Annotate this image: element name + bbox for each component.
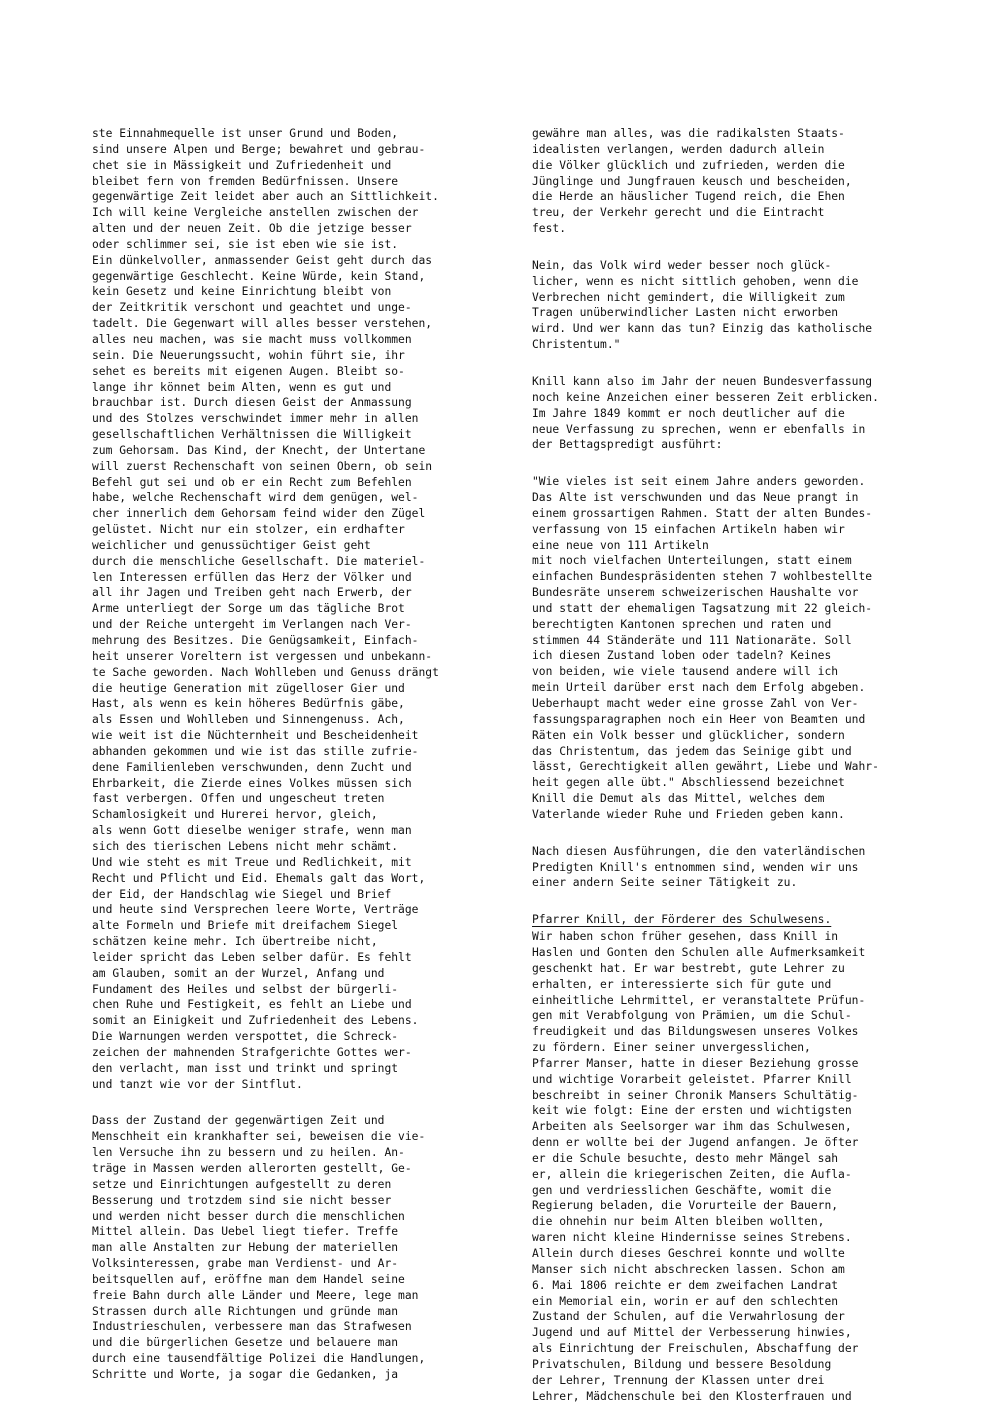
text-line: und die bürgerlichen Gesetze und belauere man xyxy=(92,1336,399,1350)
text-line: Verbrechen nicht gemindert, die Willigkeit zum xyxy=(532,290,845,304)
text-line: berechtigten Kantonen sprechen und raten und xyxy=(532,617,832,631)
text-line: einem grossartigen Rahmen. Statt der alten Bundes- xyxy=(532,506,873,520)
text-line: Predigten Knill's entnommen sind, wenden wir uns xyxy=(532,860,859,874)
text-line: Manser sich nicht abschrecken lassen. Schon am xyxy=(532,1262,845,1276)
text-line: licher, wenn es nicht sittlich gehoben, wenn die xyxy=(532,274,859,288)
text-line: Lehrer, Mädchenschule bei den Klosterfrauen und xyxy=(532,1389,852,1403)
text-line: Das Alte ist verschwunden und das Neue prangt in xyxy=(532,491,859,505)
paragraph xyxy=(532,374,922,453)
text-line: mehrung des Besitzes. Die Genügsamkeit, Einfach- xyxy=(92,634,419,647)
text-line: das Christentum, das jedem das Seinige gibt und xyxy=(532,744,852,758)
text-line: alten und der neuen Zeit. Ob die jetzige besser xyxy=(92,222,412,236)
text-line: als Einrichtung der Freischulen, Abschaffung der xyxy=(532,1342,859,1356)
text-line: durch eine tausendfältige Polizei die Handlungen, xyxy=(92,1352,426,1366)
text-line: freudigkeit und das Bildungswesen unseres Volkes xyxy=(532,1025,859,1039)
paragraph xyxy=(532,258,922,353)
text-line: wird. Und wer kann das tun? Einzig das katholische xyxy=(532,322,873,336)
text-line: als wenn Gott dieselbe weniger strafe, wenn man xyxy=(92,824,412,838)
paragraph xyxy=(532,844,922,892)
text-line: Fundament des Heiles und selbst der bürgerli- xyxy=(92,982,399,996)
text-line: Räten ein Volk besser und glücklicher, sondern xyxy=(532,728,845,742)
text-line: setze und Einrichtungen aufgestellt zu deren xyxy=(92,1177,392,1191)
text-line: mein Urteil darüber erst nach dem Erfolg abgeben. xyxy=(532,681,866,695)
paragraph xyxy=(532,474,922,823)
text-line: gesellschaftlichen Verhältnissen die Willigkeit xyxy=(92,428,412,442)
text-line: geschenkt hat. Er war bestrebt, gute Lehrer zu xyxy=(532,961,845,975)
text-line: den verlacht, man isst und trinkt und springt xyxy=(92,1061,399,1075)
paragraph xyxy=(532,126,922,237)
text-line: ich diesen Zustand loben oder tadeln? Keines xyxy=(532,649,832,663)
text-line: kein Gesetz und keine Einrichtung bleibt von xyxy=(92,285,392,299)
text-line: am Glauben, somit an der Wurzel, Anfang und xyxy=(92,966,385,980)
text-line: Knill kann also im Jahr der neuen Bundesverfassung xyxy=(532,374,873,388)
text-line: Tragen unüberwindlicher Lasten nicht erworben xyxy=(532,306,839,320)
text-line: Ueberhaupt macht weder eine grosse Zahl von Ver- xyxy=(532,697,859,710)
text-line: Jünglinge und Jungfrauen keusch und bescheiden, xyxy=(532,174,852,188)
text-line: Zustand der Schulen, auf die Verwahrlosung der xyxy=(532,1310,845,1324)
text-line: Arme unterliegt der Sorge um das tägliche Brot xyxy=(92,602,405,616)
text-line: neue Verfassung zu sprechen, wenn er ebenfalls in xyxy=(532,422,866,436)
text-line: Strassen durch alle Richtungen und gründe man xyxy=(92,1304,399,1318)
text-line: chet sie in Mässigkeit und Zufriedenheit und xyxy=(92,158,392,172)
text-line: len Interessen erfüllen das Herz der Völker und xyxy=(92,570,412,584)
text-line: fast verbergen. Offen und ungescheut treten xyxy=(92,792,385,806)
text-line: Privatschulen, Bildung und bessere Besoldung xyxy=(532,1357,832,1371)
text-line: freie Bahn durch alle Länder und Meere, lege man xyxy=(92,1288,419,1302)
text-line: len Versuche ihn zu bessern und zu heilen. An- xyxy=(92,1146,405,1160)
text-line: Mittel allein. Das Uebel liegt tiefer. Treffe xyxy=(92,1225,399,1239)
text-line: Haslen und Gonten den Schulen alle Aufmerksamkeit xyxy=(532,945,866,959)
text-line: gelüstet. Nicht nur ein stolzer, ein erdhafter xyxy=(92,523,405,537)
text-line: brauchbar ist. Durch diesen Geist der Anmassung xyxy=(92,396,412,410)
text-line: die Völker glücklich und zufrieden, werden die xyxy=(532,158,845,172)
text-line: will zuerst Rechenschaft von seinen Obern, ob sein xyxy=(92,459,433,473)
text-line: ste Einnahmequelle ist unser Grund und Boden, xyxy=(92,127,399,140)
text-line: erhalten, er interessierte sich für gute und xyxy=(532,977,832,991)
text-line: Hast, als wenn es kein höheres Bedürfnis gäbe, xyxy=(92,697,405,711)
text-line: mit noch vielfachen Unterteilungen, statt einem xyxy=(532,554,852,568)
text-line: der Lehrer, Trennung der Klassen unter drei xyxy=(532,1373,825,1387)
text-line: man alle Anstalten zur Hebung der materiellen xyxy=(92,1241,399,1255)
text-line: Nein, das Volk wird weder besser noch glück- xyxy=(532,258,832,272)
text-line: Arbeiten als Seelsorger war ihm das Schulwesen, xyxy=(532,1120,852,1134)
text-line: die ohnehin nur beim Alten bleiben wollten, xyxy=(532,1215,825,1229)
text-line: dene Familienleben verschwunden, denn Zucht und xyxy=(92,760,412,774)
text-line: alles neu machen, was sie macht muss vollkommen xyxy=(92,332,412,346)
text-line: gegenwärtige Geschlecht. Keine Würde, kein Stand, xyxy=(92,269,426,283)
text-line: wie weit ist die Nüchternheit und Bescheidenheit xyxy=(92,729,419,743)
text-line: heit gegen alle übt." Abschliessend bezeichnet xyxy=(532,776,845,790)
text-line: bleibet fern von fremden Bedürfnissen. Unsere xyxy=(92,174,399,188)
text-line: von beiden, wie viele tausend andere will ich xyxy=(532,665,839,679)
text-line: te Sache geworden. Nach Wohlleben und Genuss drängt xyxy=(92,665,439,679)
text-line: beitsquellen auf, eröffne man dem Handel seine xyxy=(92,1272,405,1286)
text-line: oder schlimmer sei, sie ist eben wie sie ist. xyxy=(92,237,399,251)
text-line: verfassung von 15 einfachen Artikeln haben wir xyxy=(532,522,845,536)
text-line: gegenwärtige Zeit leidet aber auch an Sittlichkeit. xyxy=(92,190,439,204)
text-line: einfachen Bundespräsidenten stehen 7 wohlbestellte xyxy=(532,570,873,584)
text-line: und werden nicht besser durch die menschlichen xyxy=(92,1209,405,1223)
text-line: treu, der Verkehr gerecht und die Eintracht xyxy=(532,206,825,220)
text-line: habe, welche Rechenschaft wird dem genügen, wel- xyxy=(92,491,419,505)
text-line: die Herde an häuslicher Tugend reich, die Ehen xyxy=(532,190,845,204)
text-line: Recht und Pflicht und Eid. Ehemals galt das Wort, xyxy=(92,871,426,885)
text-line: der Bettagspredigt ausführt: xyxy=(532,438,723,452)
text-line: Ein dünkelvoller, anmassender Geist geht durch das xyxy=(92,253,433,267)
text-line: Schamlosigkeit und Hurerei hervor, gleich, xyxy=(92,808,378,822)
text-line: Im Jahre 1849 kommt er noch deutlicher auf die xyxy=(532,406,845,420)
text-line: Und wie steht es mit Treue und Redlichkeit, mit xyxy=(92,855,412,869)
text-line: Wir haben schon früher gesehen, dass Knill in xyxy=(532,930,839,944)
text-line: der Eid, der Handschlag wie Siegel und Brief xyxy=(92,887,392,901)
text-line: Industrieschulen, verbessere man das Strafwesen xyxy=(92,1320,412,1334)
left-text-column xyxy=(92,126,504,1404)
text-line: der Zeitkritik verschont und geachtet und unge- xyxy=(92,301,412,315)
text-line: Allein durch dieses Geschrei konnte und wollte xyxy=(532,1247,845,1260)
text-line: Befehl gut sei und ob er ein Recht zum Befehlen xyxy=(92,475,412,489)
text-line: Knill die Demut als das Mittel, welches dem xyxy=(532,792,825,806)
text-line: zu fördern. Einer seiner unvergesslichen, xyxy=(532,1041,811,1055)
section-heading-text: Pfarrer Knill, der Förderer des Schulwesens. xyxy=(532,913,832,927)
text-line: gewähre man alles, was die radikalsten Staats- xyxy=(532,127,845,140)
text-line: 6. Mai 1806 reichte er dem zweifachen Landrat xyxy=(532,1278,839,1292)
section-heading xyxy=(532,912,922,928)
text-line: zeichen der mahnenden Strafgerichte Gottes wer- xyxy=(92,1045,412,1059)
text-line: eine neue von 111 Artikeln xyxy=(532,538,709,552)
text-line: alte Formeln und Briefe mit dreifachem Siegel xyxy=(92,919,399,933)
text-line: lange ihr könnet beim Alten, wenn es gut und xyxy=(92,380,392,394)
text-line: cher innerlich dem Gehorsam feind wider den Zügel xyxy=(92,507,426,521)
text-line: weichlicher und genussüchtiger Geist geht xyxy=(92,538,371,552)
text-line: zum Gehorsam. Das Kind, der Knecht, der Untertane xyxy=(92,443,426,457)
text-line: Ehrbarkeit, die Zierde eines Volkes müssen sich xyxy=(92,776,412,790)
text-line: Volksinteressen, grabe man Verdienst- und Ar- xyxy=(92,1257,399,1271)
text-line: Dass der Zustand der gegenwärtigen Zeit und xyxy=(92,1114,385,1128)
text-line: stimmen 44 Ständeräte und 111 Nationaräte. Soll xyxy=(532,633,852,647)
text-line: sich des tierischen Lebens nicht mehr schämt. xyxy=(92,839,399,853)
text-line: er die Schule besuchte, desto mehr Mängel sah xyxy=(532,1151,839,1165)
text-line: tadelt. Die Gegenwart will alles besser verstehen, xyxy=(92,317,433,331)
text-line: sehet es bereits mit eigenen Augen. Bleibt so- xyxy=(92,364,405,378)
text-line: fassungsparagraphen noch ein Heer von Beamten und xyxy=(532,712,866,726)
text-line: Nach diesen Ausführungen, die den vaterländischen xyxy=(532,844,866,858)
text-line: gen mit Verabfolgung von Prämien, um die Schul- xyxy=(532,1009,852,1023)
text-line: Besserung und trotzdem sind sie nicht besser xyxy=(92,1193,392,1207)
text-line: er, allein die kriegerischen Zeiten, die Aufla- xyxy=(532,1167,852,1181)
text-line: sind unsere Alpen und Berge; bewahret und gebrau- xyxy=(92,142,426,156)
paragraph xyxy=(92,1113,504,1382)
text-line: Regierung beladen, die Vorurteile der Bauern, xyxy=(532,1199,839,1213)
text-line: Menschheit ein krankhafter sei, beweisen die vie- xyxy=(92,1130,426,1144)
text-line: lässt, Gerechtigkeit allen gewährt, Liebe und Wahr- xyxy=(532,760,879,774)
text-line: noch keine Anzeichen einer besseren Zeit erblicken. xyxy=(532,390,879,404)
text-line: und statt der ehemaligen Tagsatzung mit 22 gleich- xyxy=(532,601,873,615)
text-line: fest. xyxy=(532,222,567,236)
text-line: Vaterlande wieder Ruhe und Frieden geben kann. xyxy=(532,807,845,821)
text-line: waren nicht kleine Hindernisse seines Strebens. xyxy=(532,1231,852,1245)
text-line: somit an Einigkeit und Zufriedenheit des Lebens. xyxy=(92,1014,419,1028)
text-line: und der Reiche untergeht im Verlangen nach Ver- xyxy=(92,618,412,632)
text-line: träge in Massen werden allerorten gestellt, Ge- xyxy=(92,1162,412,1175)
text-line: abhanden gekommen und wie ist das stille zufrie- xyxy=(92,744,419,758)
text-line: ein Memorial ein, worin er auf den schlechten xyxy=(532,1294,839,1308)
text-line: idealisten verlangen, werden dadurch allein xyxy=(532,142,825,156)
text-line: Christentum." xyxy=(532,338,621,352)
text-line: und heute sind Versprechen leere Worte, Verträge xyxy=(92,903,419,917)
text-line: denn er wollte bei der Jugend anfangen. Je öfter xyxy=(532,1136,859,1150)
text-line: und wichtige Vorarbeit geleistet. Pfarrer Knill xyxy=(532,1072,852,1086)
text-line: Pfarrer Manser, hatte in dieser Beziehung grosse xyxy=(532,1056,859,1070)
text-line: all ihr Jagen und Treiben geht nach Erwerb, der xyxy=(92,586,412,600)
text-line: leider spricht das Leben selber dafür. Es fehlt xyxy=(92,950,412,964)
text-line: sein. Die Neuerungssucht, wohin führt sie, ihr xyxy=(92,348,405,362)
text-line: beschreibt in seiner Chronik Mansers Schultätig- xyxy=(532,1088,859,1102)
paragraph xyxy=(532,929,922,1404)
text-line: schätzen keine mehr. Ich übertreibe nicht, xyxy=(92,935,378,949)
text-line: Jugend und auf Mittel der Verbesserung hinwies, xyxy=(532,1326,852,1340)
text-line: einer andern Seite seiner Tätigkeit zu. xyxy=(532,876,798,890)
text-line: heit unserer Voreltern ist vergessen und unbekann- xyxy=(92,649,433,663)
text-line: durch die menschliche Gesellschaft. Die materiel- xyxy=(92,554,426,568)
text-line: chen Ruhe und Festigkeit, es fehlt an Liebe und xyxy=(92,998,412,1012)
text-line: Ich will keine Vergleiche anstellen zwischen der xyxy=(92,206,419,220)
text-line: und des Stolzes verschwindet immer mehr in allen xyxy=(92,412,419,426)
text-line: keit wie folgt: Eine der ersten und wichtigsten xyxy=(532,1104,852,1118)
text-line: einheitliche Lehrmittel, er veranstaltete Prüfun- xyxy=(532,993,866,1007)
text-line: Die Warnungen werden verspottet, die Schreck- xyxy=(92,1030,399,1044)
text-line: die heutige Generation mit zügelloser Gier und xyxy=(92,681,405,695)
text-line: Bundesräte unserem schweizerischen Haushalte vor xyxy=(532,586,859,600)
right-text-column xyxy=(532,126,922,1425)
text-line: "Wie vieles ist seit einem Jahre anders geworden. xyxy=(532,475,866,489)
text-line: als Essen und Wohlleben und Sinnengenuss. Ach, xyxy=(92,713,405,727)
text-line: und tanzt wie vor der Sintflut. xyxy=(92,1077,303,1091)
paragraph xyxy=(92,126,504,1092)
text-line: Schritte und Worte, ja sogar die Gedanken, ja xyxy=(92,1367,399,1381)
text-line: gen und verdriesslichen Geschäfte, womit die xyxy=(532,1183,832,1197)
